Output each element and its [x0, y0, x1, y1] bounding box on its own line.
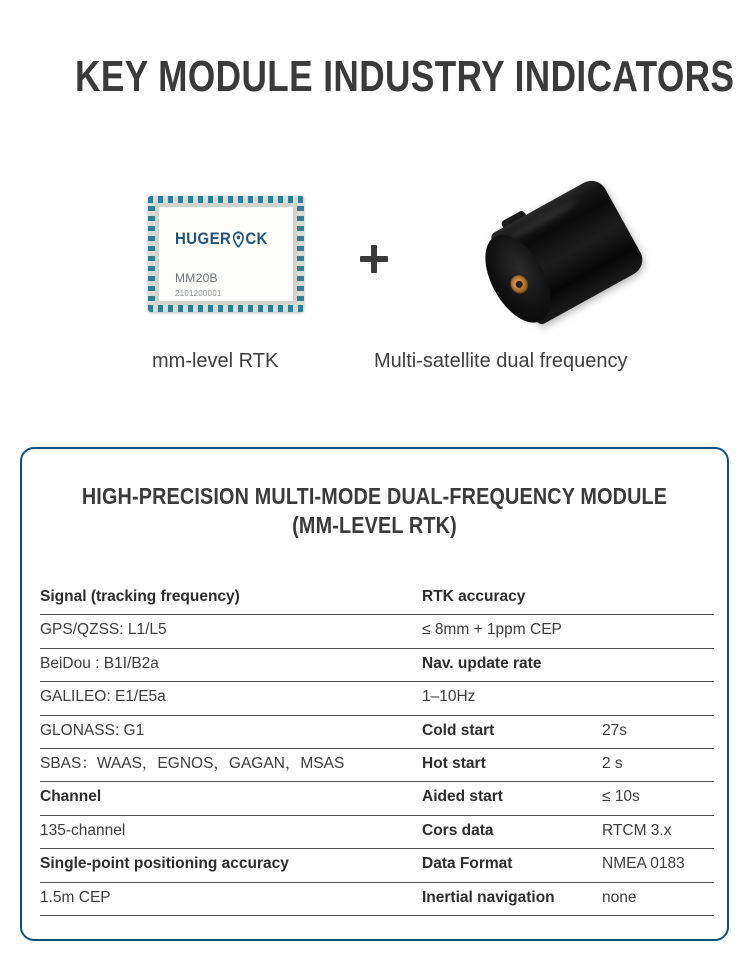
table-cell-left: BeiDou : B1I/B2a — [40, 654, 159, 672]
spec-card — [20, 447, 729, 941]
module-brand-suffix: CK — [245, 229, 268, 248]
antenna-connector-icon — [507, 272, 531, 297]
location-pin-icon — [231, 231, 245, 248]
table-cell-left: Channel — [40, 788, 102, 806]
table-row — [40, 615, 714, 648]
module-brand-text: HUGER — [175, 229, 232, 248]
table-cell-middle: Data Format — [422, 855, 513, 873]
table-cell-middle: Nav. update rate — [422, 654, 542, 672]
table-row — [40, 816, 714, 849]
gnss-module-image — [148, 196, 304, 312]
table-cell-left: Single-point positioning accuracy — [40, 855, 289, 873]
table-cell-middle: Hot start — [422, 754, 486, 772]
table-cell-right: ≤ 10s — [602, 788, 640, 806]
table-cell-middle: Cors data — [422, 821, 494, 839]
table-row — [40, 883, 714, 916]
module-face — [159, 207, 293, 301]
table-cell-middle: ≤ 8mm + 1ppm CEP — [422, 621, 562, 639]
table-row — [40, 582, 714, 615]
table-cell-right: none — [602, 888, 637, 906]
plus-icon — [360, 245, 388, 273]
module-serial-text: 2101200001 — [175, 289, 222, 298]
table-cell-left: GALILEO: E1/E5a — [40, 688, 166, 706]
table-cell-right — [602, 615, 714, 619]
table-cell-right — [602, 649, 714, 653]
table-cell-middle: RTK accuracy — [422, 588, 526, 605]
table-cell-right — [602, 582, 714, 586]
table-cell-middle: 1–10Hz — [422, 688, 476, 706]
spec-card-title — [71, 482, 677, 540]
table-cell-middle: Aided start — [422, 788, 503, 806]
table-row — [40, 716, 714, 749]
table-row — [40, 649, 714, 682]
table-cell-right: NMEA 0183 — [602, 855, 685, 873]
caption-multi-satellite: Multi-satellite dual frequency — [374, 350, 628, 372]
module-brand-logo — [175, 229, 268, 249]
caption-mm-level-rtk: mm-level RTK — [152, 350, 279, 372]
table-cell-right: 2 s — [602, 754, 623, 772]
table-cell-left: 135-channel — [40, 821, 126, 839]
table-cell-middle: Cold start — [422, 721, 495, 739]
spec-card-title-line2: (MM-LEVEL RTK) — [292, 512, 457, 538]
table-row — [40, 682, 714, 715]
table-cell-left: GLONASS: G1 — [40, 721, 145, 739]
table-cell-right — [602, 682, 714, 686]
gnss-antenna-image — [468, 188, 654, 338]
spec-card-title-line1: HIGH-PRECISION MULTI-MODE DUAL-FREQUENCY MODULE — [81, 483, 668, 509]
table-cell-left: Signal (tracking frequency) — [40, 588, 240, 605]
spec-table — [40, 582, 714, 916]
table-cell-middle: Inertial navigation — [422, 888, 555, 906]
table-cell-left: SBAS：WAAS，EGNOS，GAGAN，MSAS — [40, 754, 345, 772]
antenna-body — [470, 175, 648, 337]
table-cell-right: 27s — [602, 721, 627, 739]
table-row — [40, 782, 714, 815]
module-model-text: MM20B — [175, 271, 218, 285]
table-cell-right: RTCM 3.x — [602, 821, 672, 839]
module-pcb — [148, 196, 304, 312]
table-cell-left: 1.5m CEP — [40, 888, 111, 906]
table-cell-left: GPS/QZSS: L1/L5 — [40, 621, 167, 639]
table-row — [40, 849, 714, 882]
table-row — [40, 749, 714, 782]
page-title: KEY MODULE INDUSTRY INDICATORS — [75, 52, 735, 101]
